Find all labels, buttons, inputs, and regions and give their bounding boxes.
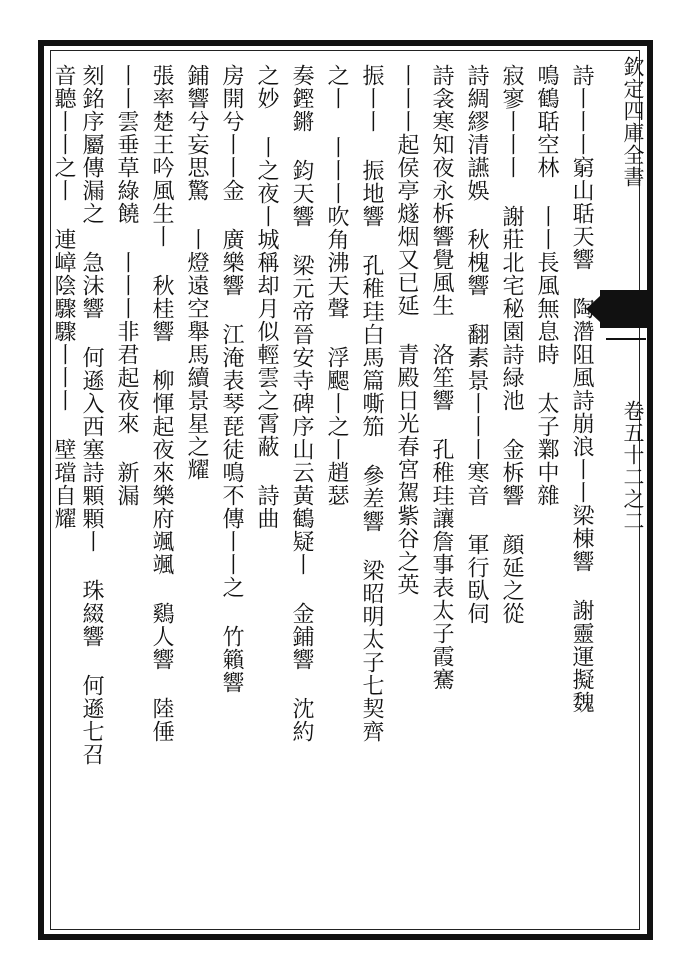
text-column: 振丨丨 振地響 孔稚珪白馬篇嘶笳 參差響 梁昭明太子七契齊: [359, 64, 384, 743]
running-head: 欽定四庫全書: [621, 56, 645, 188]
text-column: 鋪響兮妄思驚 丨燈遠空舉馬續景星之耀: [184, 64, 209, 481]
text-column: 寂寥丨丨丨 謝莊北宅秘園詩緑池 金柝響 顔延之從: [499, 64, 524, 625]
text-column: 之妙 丨之夜丨城稱却月似輕雲之霄蔽 詩曲: [254, 64, 279, 530]
text-column: 詩衾寒知夜永柝響覺風生 洛笙響 孔稚珪讓詹事表太子霞騫: [429, 64, 454, 691]
text-column: 鳴鶴聒空林 丨丨長風無息時 太子鄴中雜: [534, 64, 559, 507]
text-column: 刻銘序屬傳漏之 急沫響 何遜入西塞詩顆顆丨 珠綴響 何遜七召: [79, 64, 104, 766]
text-column: 張率楚王吟風生丨 秋桂響 柳惲起夜來樂府颯颯 鷄人響 陸倕: [149, 64, 174, 743]
text-column: 丨丨雲垂草綠饒 丨丨丨非君起夜來 新漏: [114, 64, 139, 507]
text-column: 之丨 丨丨丨吹角沸天聲 浮颸丨之丨趙瑟: [324, 64, 349, 507]
margin-divider: [606, 338, 646, 340]
text-column: 房開兮丨丨金 廣樂響 江淹表琴琵徒鳴不傳丨丨之 竹籟響: [219, 64, 244, 694]
fishtail-mark: [600, 290, 648, 328]
volume-label: 卷五十二之二: [621, 400, 645, 532]
text-column: 詩綢繆清讌娛 秋槐響 翻素景丨丨丨寒音 軍行臥伺: [464, 64, 489, 625]
text-column: 詩丨丨丨窮山聒天響 陶濳阻風詩崩浪丨丨梁棟響 謝靈運擬魏: [569, 64, 594, 714]
text-column: 音聽丨丨之丨 連嶂陰驟驟丨丨丨 壁璫自耀: [51, 64, 76, 530]
text-column: 奏鏗鏘 鈞天響 梁元帝晉安寺碑序山云黃鶴疑丨 金鋪響 沈約: [289, 64, 314, 743]
text-column: 丨丨丨起侯亭燧烟又已延 青殿日光春宮駕紫谷之英: [394, 64, 419, 596]
